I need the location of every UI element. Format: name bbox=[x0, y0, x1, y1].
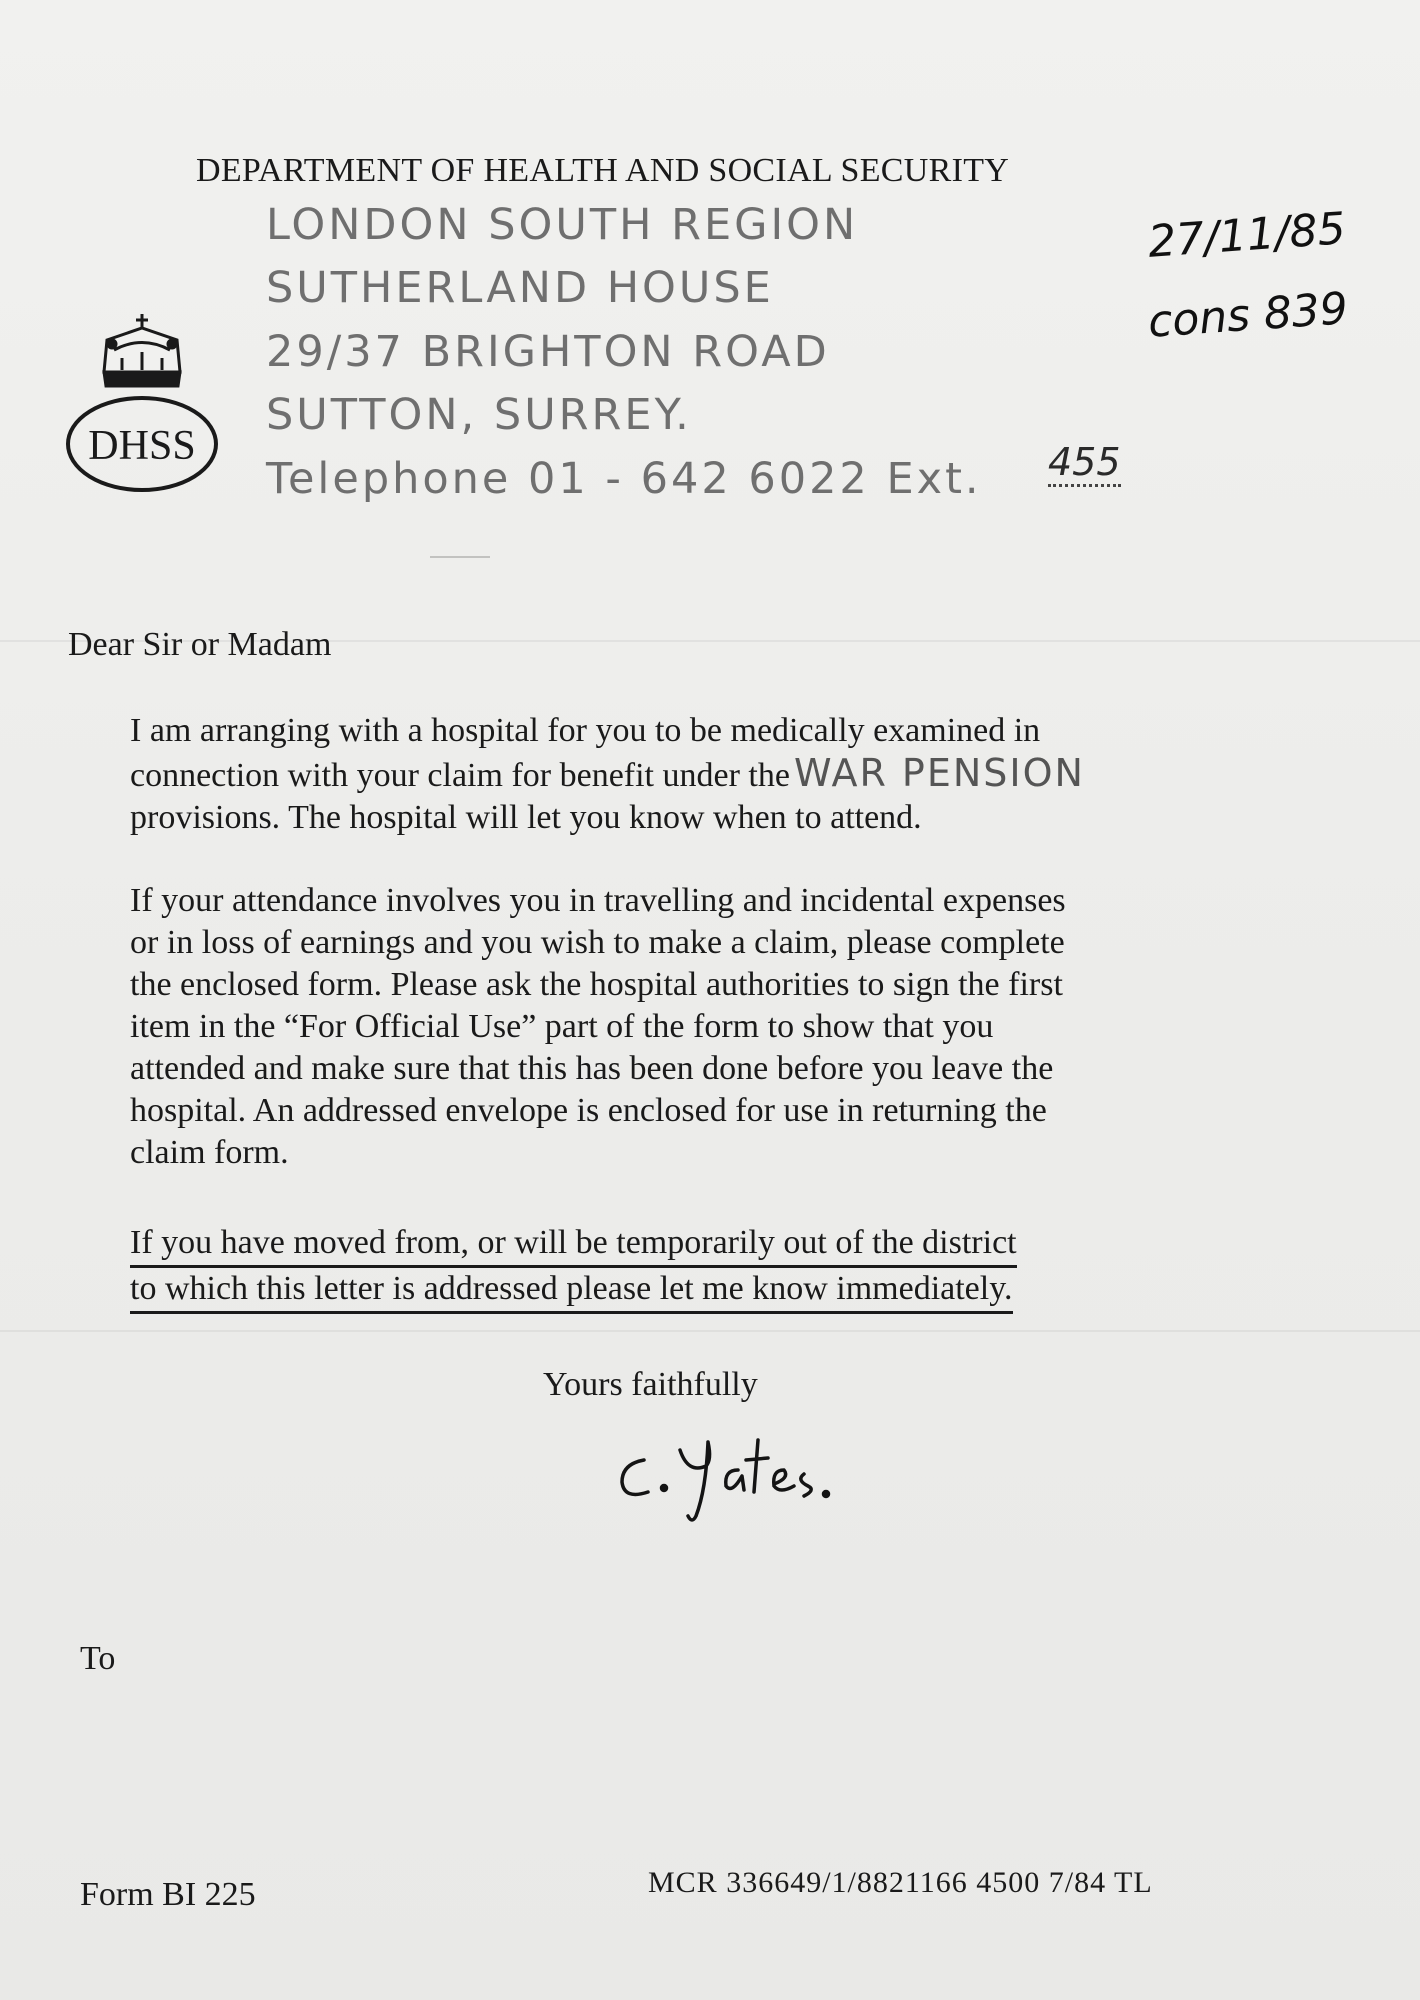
stamp-region: LONDON SOUTH REGION bbox=[266, 200, 859, 250]
paragraph-examination bbox=[130, 710, 1330, 839]
paragraph-line: provisions. The hospital will let you know when to attend. bbox=[130, 799, 922, 836]
paragraph-line: the enclosed form. Please ask the hospital authorities to sign the first bbox=[130, 966, 1063, 1003]
paragraph-line: claim form. bbox=[130, 1134, 289, 1171]
department-heading: DEPARTMENT OF HEALTH AND SOCIAL SECURITY bbox=[196, 152, 1010, 189]
stamp-telephone: Telephone 01 - 642 6022 Ext. bbox=[266, 454, 982, 504]
paragraph-line bbox=[130, 752, 1330, 797]
signature-image bbox=[608, 1420, 868, 1530]
handwritten-reference: cons 839 bbox=[1146, 283, 1350, 348]
handwritten-date: 27/11/85 bbox=[1146, 203, 1348, 268]
dhss-logo-text: DHSS bbox=[88, 423, 196, 469]
divider bbox=[430, 556, 490, 558]
salutation: Dear Sir or Madam bbox=[68, 626, 332, 663]
print-code: MCR 336649/1/8821166 4500 7/84 TL bbox=[648, 1866, 1153, 1899]
paragraph-line: or in loss of earnings and you wish to make a claim, please complete bbox=[130, 924, 1065, 961]
stamp-town: SUTTON, SURREY. bbox=[266, 390, 692, 440]
signature bbox=[608, 1420, 868, 1535]
closing: Yours faithfully bbox=[543, 1366, 758, 1403]
paragraph-line: If your attendance involves you in travelling and incidental expenses bbox=[130, 882, 1066, 919]
recipient-label: To bbox=[80, 1640, 116, 1677]
underlined-line: If you have moved from, or will be temporarily out of the district bbox=[130, 1222, 1017, 1268]
paragraph-line: I am arranging with a hospital for you to be medically examined in bbox=[130, 712, 1041, 749]
paragraph-line: hospital. An addressed envelope is enclosed for use in returning the bbox=[130, 1092, 1047, 1129]
crown-icon bbox=[62, 310, 222, 500]
dhss-logo bbox=[62, 310, 222, 505]
paragraph-line: item in the “For Official Use” part of the form to show that you bbox=[130, 1008, 994, 1045]
handwritten-extension: 455 bbox=[1048, 440, 1121, 487]
war-pension-stamp: WAR PENSION bbox=[793, 751, 1085, 795]
paragraph-moved-notice bbox=[130, 1222, 1330, 1314]
underlined-line: to which this letter is addressed please let me know immediately. bbox=[130, 1268, 1013, 1314]
paragraph-line: attended and make sure that this has been done before you leave the bbox=[130, 1050, 1054, 1087]
stamp-building: SUTHERLAND HOUSE bbox=[266, 263, 774, 313]
stamp-street: 29/37 BRIGHTON ROAD bbox=[266, 327, 830, 377]
fold-line bbox=[0, 1330, 1420, 1332]
form-id: Form BI 225 bbox=[80, 1876, 256, 1913]
paragraph-line-text: connection with your claim for benefit under the bbox=[130, 757, 790, 794]
paragraph-expenses bbox=[130, 880, 1330, 1174]
